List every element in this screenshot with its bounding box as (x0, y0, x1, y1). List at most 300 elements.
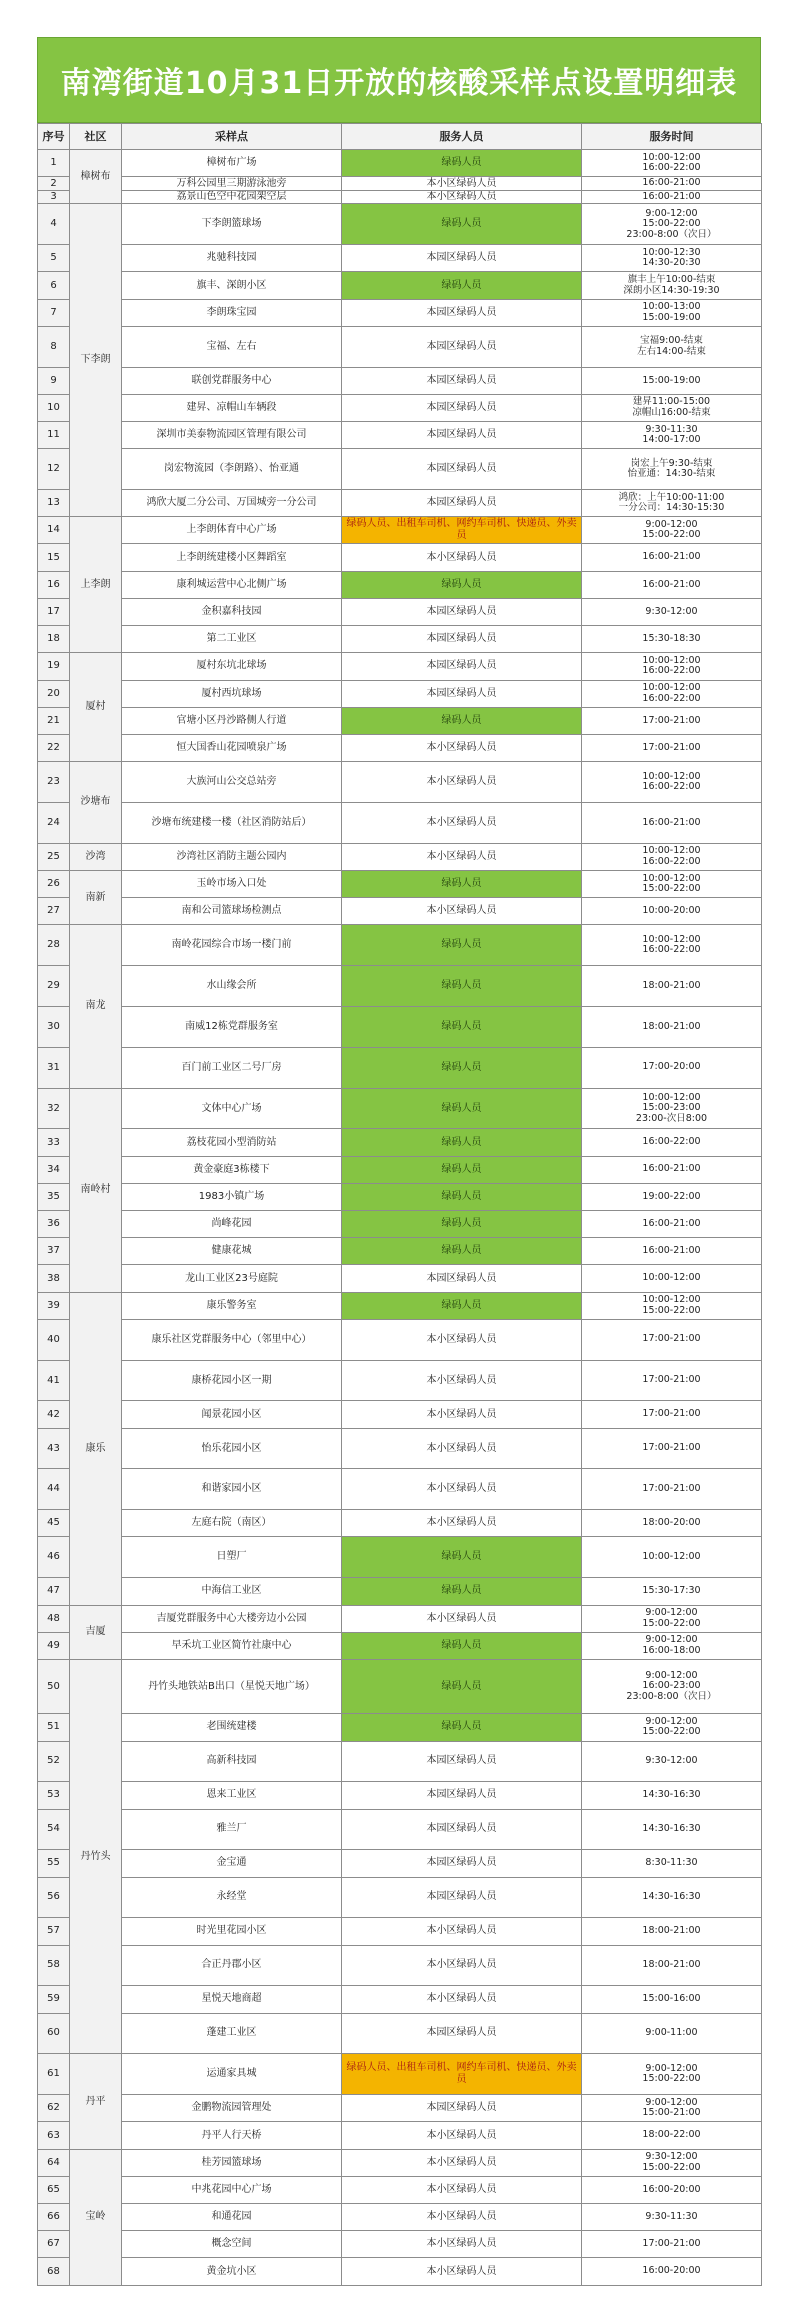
table-row (38, 422, 762, 449)
row-number: 6 (38, 272, 70, 299)
row-number: 32 (38, 1088, 70, 1129)
staff-cell: 本小区绿码人员 (342, 734, 582, 761)
site-cell: 荔景山色空中花园架空层 (122, 190, 342, 204)
time-cell: 16:00-20:00 (582, 2176, 762, 2203)
site-cell: 荔枝花园小型消防站 (122, 1129, 342, 1156)
site-cell: 鸿欣大厦二分公司、万国城旁一分公司 (122, 490, 342, 517)
staff-cell: 本园区绿码人员 (342, 1265, 582, 1292)
community-cell: 康乐 (70, 1292, 122, 1605)
time-cell: 10:00-12:00 15:00-22:00 (582, 1292, 762, 1319)
row-number: 22 (38, 734, 70, 761)
site-cell: 岗宏物流园（李朗路）、怡亚通 (122, 449, 342, 490)
row-number: 48 (38, 1605, 70, 1632)
site-cell: 蓬建工业区 (122, 2013, 342, 2054)
site-cell: 尚峰花园 (122, 1211, 342, 1238)
site-cell: 第二工业区 (122, 626, 342, 653)
time-cell: 10:00-12:00 16:00-22:00 (582, 843, 762, 870)
staff-cell: 本园区绿码人员 (342, 326, 582, 367)
table-row (38, 1850, 762, 1877)
row-number: 44 (38, 1469, 70, 1510)
table-row (38, 1741, 762, 1782)
staff-cell: 本园区绿码人员 (342, 598, 582, 625)
time-cell: 10:00-20:00 (582, 898, 762, 925)
time-cell: 16:00-21:00 (582, 1156, 762, 1183)
staff-cell: 绿码人员 (342, 1714, 582, 1741)
time-cell: 鸿欣：上午10:00-11:00 一分公司：14:30-15:30 (582, 490, 762, 517)
time-cell: 16:00-20:00 (582, 2258, 762, 2285)
time-cell: 10:00-12:00 15:00-23:00 23:00-次日8:00 (582, 1088, 762, 1129)
time-cell: 16:00-21:00 (582, 1211, 762, 1238)
table-row (38, 2176, 762, 2203)
time-cell: 18:00-21:00 (582, 1918, 762, 1945)
staff-cell: 本小区绿码人员 (342, 2204, 582, 2231)
staff-cell: 本小区绿码人员 (342, 1401, 582, 1428)
table-row (38, 1401, 762, 1428)
time-cell: 10:00-12:00 16:00-22:00 (582, 925, 762, 966)
site-cell: 上李朗统建楼小区舞蹈室 (122, 544, 342, 571)
table-row (38, 367, 762, 394)
time-cell: 16:00-21:00 (582, 802, 762, 843)
row-number: 40 (38, 1319, 70, 1360)
site-cell: 康乐社区党群服务中心（邻里中心） (122, 1319, 342, 1360)
time-cell: 16:00-21:00 (582, 190, 762, 204)
site-cell: 中兆花园中心广场 (122, 2176, 342, 2203)
header-time: 服务时间 (582, 124, 762, 150)
row-number: 62 (38, 2095, 70, 2122)
staff-cell: 绿码人员 (342, 1578, 582, 1605)
time-cell: 9:00-12:00 15:00-22:00 (582, 517, 762, 544)
table-row (38, 1047, 762, 1088)
table-row (38, 2258, 762, 2285)
time-cell: 19:00-22:00 (582, 1183, 762, 1210)
staff-cell: 本小区绿码人员 (342, 1319, 582, 1360)
staff-cell: 绿码人员 (342, 1659, 582, 1713)
time-cell: 17:00-21:00 (582, 1469, 762, 1510)
time-cell: 旗丰上午10:00-结束 深朗小区14:30-19:30 (582, 272, 762, 299)
site-cell: 沙塘布统建楼一楼（社区消防站后） (122, 802, 342, 843)
site-cell: 和谐家园小区 (122, 1469, 342, 1510)
row-number: 50 (38, 1659, 70, 1713)
community-cell: 上李朗 (70, 517, 122, 653)
staff-cell: 本园区绿码人员 (342, 1741, 582, 1782)
staff-cell: 本园区绿码人员 (342, 1850, 582, 1877)
staff-cell: 本园区绿码人员 (342, 245, 582, 272)
staff-cell: 绿码人员 (342, 1632, 582, 1659)
row-number: 13 (38, 490, 70, 517)
header-staff: 服务人员 (342, 124, 582, 150)
time-cell: 宝福9:00-结束 左右14:00-结束 (582, 326, 762, 367)
site-cell: 高新科技园 (122, 1741, 342, 1782)
staff-cell: 本园区绿码人员 (342, 490, 582, 517)
staff-cell: 本园区绿码人员 (342, 2013, 582, 2054)
site-cell: 樟树布广场 (122, 150, 342, 177)
staff-cell: 本小区绿码人员 (342, 2231, 582, 2258)
row-number: 1 (38, 150, 70, 177)
row-number: 16 (38, 571, 70, 598)
table-row (38, 1945, 762, 1986)
site-cell: 丹竹头地铁站B出口（星悦天地广场） (122, 1659, 342, 1713)
table-row (38, 2122, 762, 2149)
staff-cell: 绿码人员 (342, 1537, 582, 1578)
row-number: 54 (38, 1809, 70, 1850)
community-cell: 吉厦 (70, 1605, 122, 1659)
table-row (38, 734, 762, 761)
staff-cell: 本小区绿码人员 (342, 843, 582, 870)
table-row (38, 925, 762, 966)
time-cell: 16:00-22:00 (582, 1129, 762, 1156)
site-cell: 兆驰科技园 (122, 245, 342, 272)
table-row (38, 2013, 762, 2054)
staff-cell: 绿码人员 (342, 1006, 582, 1047)
row-number: 39 (38, 1292, 70, 1319)
site-cell: 时光里花园小区 (122, 1918, 342, 1945)
site-cell: 文体中心广场 (122, 1088, 342, 1129)
table-row (38, 1986, 762, 2013)
table-row (38, 2204, 762, 2231)
time-cell: 9:00-12:00 15:00-22:00 (582, 1714, 762, 1741)
table-row (38, 1605, 762, 1632)
row-number: 29 (38, 966, 70, 1007)
table-row (38, 1319, 762, 1360)
community-cell: 下李朗 (70, 204, 122, 517)
row-number: 5 (38, 245, 70, 272)
staff-cell: 绿码人员 (342, 204, 582, 245)
time-cell: 9:30-11:30 (582, 2204, 762, 2231)
row-number: 46 (38, 1537, 70, 1578)
staff-cell: 绿码人员 (342, 925, 582, 966)
time-cell: 9:30-12:00 15:00-22:00 (582, 2149, 762, 2176)
row-number: 42 (38, 1401, 70, 1428)
table-row (38, 1088, 762, 1129)
time-cell: 14:30-16:30 (582, 1877, 762, 1918)
time-cell: 16:00-21:00 (582, 177, 762, 191)
table-row (38, 762, 762, 803)
time-cell: 17:00-21:00 (582, 734, 762, 761)
table-row (38, 1265, 762, 1292)
time-cell: 9:00-12:00 16:00-18:00 (582, 1632, 762, 1659)
row-number: 24 (38, 802, 70, 843)
community-cell: 沙塘布 (70, 762, 122, 844)
time-cell: 9:30-11:30 14:00-17:00 (582, 422, 762, 449)
table-row (38, 1537, 762, 1578)
row-number: 28 (38, 925, 70, 966)
header-seq: 序号 (38, 124, 70, 150)
time-cell: 10:00-12:00 (582, 1265, 762, 1292)
site-cell: 星悦天地商超 (122, 1986, 342, 2013)
row-number: 61 (38, 2054, 70, 2095)
time-cell: 8:30-11:30 (582, 1850, 762, 1877)
table-row (38, 1183, 762, 1210)
community-cell: 南龙 (70, 925, 122, 1088)
table-row (38, 394, 762, 421)
staff-cell: 本园区绿码人员 (342, 1877, 582, 1918)
page-title: 南湾街道10月31日开放的核酸采样点设置明细表 (37, 37, 761, 123)
site-cell: 金鹏物流园管理处 (122, 2095, 342, 2122)
table-row (38, 2054, 762, 2095)
site-cell: 黄金豪庭3栋楼下 (122, 1156, 342, 1183)
site-cell: 水山缘会所 (122, 966, 342, 1007)
time-cell: 17:00-21:00 (582, 2231, 762, 2258)
site-cell: 早禾坑工业区简竹社康中心 (122, 1632, 342, 1659)
table-row (38, 150, 762, 177)
row-number: 20 (38, 680, 70, 707)
time-cell: 16:00-21:00 (582, 544, 762, 571)
staff-cell: 本园区绿码人员 (342, 2095, 582, 2122)
row-number: 26 (38, 870, 70, 897)
row-number: 43 (38, 1428, 70, 1469)
staff-cell: 本小区绿码人员 (342, 544, 582, 571)
table-row (38, 1292, 762, 1319)
row-number: 34 (38, 1156, 70, 1183)
time-cell: 10:00-12:00 16:00-22:00 (582, 150, 762, 177)
time-cell: 10:00-13:00 15:00-19:00 (582, 299, 762, 326)
site-cell: 健康花城 (122, 1238, 342, 1265)
staff-cell: 绿码人员 (342, 1088, 582, 1129)
table-row (38, 1578, 762, 1605)
site-cell: 南威12栋党群服务室 (122, 1006, 342, 1047)
time-cell: 17:00-21:00 (582, 1428, 762, 1469)
staff-cell: 本小区绿码人员 (342, 1510, 582, 1537)
site-cell: 黄金坑小区 (122, 2258, 342, 2285)
staff-cell: 本园区绿码人员 (342, 449, 582, 490)
staff-cell: 本小区绿码人员 (342, 802, 582, 843)
table-row (38, 1238, 762, 1265)
time-cell: 17:00-21:00 (582, 1401, 762, 1428)
table-row (38, 1809, 762, 1850)
sampling-sites-table (37, 123, 762, 2286)
table-row (38, 245, 762, 272)
time-cell: 18:00-20:00 (582, 1510, 762, 1537)
staff-cell: 本小区绿码人员 (342, 1469, 582, 1510)
time-cell: 9:00-12:00 15:00-21:00 (582, 2095, 762, 2122)
time-cell: 10:00-12:00 16:00-22:00 (582, 762, 762, 803)
site-cell: 怡乐花园小区 (122, 1428, 342, 1469)
staff-cell: 本园区绿码人员 (342, 653, 582, 680)
table-row (38, 490, 762, 517)
row-number: 36 (38, 1211, 70, 1238)
table-row (38, 898, 762, 925)
site-cell: 上李朗体育中心广场 (122, 517, 342, 544)
staff-cell: 绿码人员 (342, 966, 582, 1007)
site-cell: 大族河山公交总站旁 (122, 762, 342, 803)
staff-cell: 绿码人员 (342, 150, 582, 177)
row-number: 52 (38, 1741, 70, 1782)
staff-cell: 本园区绿码人员 (342, 367, 582, 394)
table-row (38, 1211, 762, 1238)
row-number: 38 (38, 1265, 70, 1292)
table-row (38, 190, 762, 204)
staff-cell: 本小区绿码人员 (342, 1986, 582, 2013)
time-cell: 14:30-16:30 (582, 1782, 762, 1809)
table-row (38, 326, 762, 367)
time-cell: 15:00-19:00 (582, 367, 762, 394)
row-number: 30 (38, 1006, 70, 1047)
site-cell: 康利城运营中心北侧广场 (122, 571, 342, 598)
table-row (38, 653, 762, 680)
row-number: 53 (38, 1782, 70, 1809)
table-row (38, 1714, 762, 1741)
staff-cell: 本园区绿码人员 (342, 1782, 582, 1809)
staff-cell: 绿码人员、出租车司机、网约车司机、快递员、外卖员 (342, 2054, 582, 2095)
site-cell: 官塘小区丹沙路侧人行道 (122, 707, 342, 734)
community-cell: 樟树布 (70, 150, 122, 204)
row-number: 25 (38, 843, 70, 870)
table-row (38, 870, 762, 897)
row-number: 47 (38, 1578, 70, 1605)
site-cell: 金宝通 (122, 1850, 342, 1877)
row-number: 8 (38, 326, 70, 367)
time-cell: 10:00-12:00 16:00-22:00 (582, 680, 762, 707)
staff-cell: 绿码人员 (342, 571, 582, 598)
table-row (38, 204, 762, 245)
row-number: 23 (38, 762, 70, 803)
table-row (38, 2231, 762, 2258)
table-row (38, 966, 762, 1007)
table-row (38, 1918, 762, 1945)
site-cell: 雅兰厂 (122, 1809, 342, 1850)
site-cell: 李朗珠宝园 (122, 299, 342, 326)
staff-cell: 本园区绿码人员 (342, 394, 582, 421)
time-cell: 10:00-12:30 14:30-20:30 (582, 245, 762, 272)
site-cell: 和通花园 (122, 2204, 342, 2231)
community-cell: 丹竹头 (70, 1659, 122, 2053)
row-number: 56 (38, 1877, 70, 1918)
site-cell: 下李朗篮球场 (122, 204, 342, 245)
row-number: 15 (38, 544, 70, 571)
page (37, 37, 761, 2286)
community-cell: 南新 (70, 870, 122, 924)
site-cell: 老围统建楼 (122, 1714, 342, 1741)
site-cell: 永经堂 (122, 1877, 342, 1918)
table-row (38, 1006, 762, 1047)
site-cell: 概念空间 (122, 2231, 342, 2258)
community-cell: 宝岭 (70, 2149, 122, 2285)
staff-cell: 绿码人员 (342, 1047, 582, 1088)
site-cell: 闻景花园小区 (122, 1401, 342, 1428)
table-header-row (38, 124, 762, 150)
row-number: 55 (38, 1850, 70, 1877)
time-cell: 9:00-11:00 (582, 2013, 762, 2054)
time-cell: 10:00-12:00 16:00-22:00 (582, 653, 762, 680)
staff-cell: 本园区绿码人员 (342, 680, 582, 707)
site-cell: 丹平人行天桥 (122, 2122, 342, 2149)
staff-cell: 本小区绿码人员 (342, 1360, 582, 1401)
table-row (38, 1428, 762, 1469)
row-number: 64 (38, 2149, 70, 2176)
staff-cell: 本小区绿码人员 (342, 2122, 582, 2149)
site-cell: 吉厦党群服务中心大楼旁边小公园 (122, 1605, 342, 1632)
row-number: 27 (38, 898, 70, 925)
time-cell: 岗宏上午9:30-结束 怡亚通：14:30-结束 (582, 449, 762, 490)
staff-cell: 绿码人员 (342, 870, 582, 897)
community-cell: 沙湾 (70, 843, 122, 870)
site-cell: 南和公司篮球场检测点 (122, 898, 342, 925)
time-cell: 15:00-16:00 (582, 1986, 762, 2013)
row-number: 45 (38, 1510, 70, 1537)
row-number: 63 (38, 2122, 70, 2149)
row-number: 10 (38, 394, 70, 421)
site-cell: 恒大国香山花园喷泉广场 (122, 734, 342, 761)
staff-cell: 绿码人员 (342, 1129, 582, 1156)
site-cell: 左庭右院（南区） (122, 1510, 342, 1537)
header-community: 社区 (70, 124, 122, 150)
community-cell: 厦村 (70, 653, 122, 762)
table-row (38, 177, 762, 191)
table-row (38, 2095, 762, 2122)
row-number: 33 (38, 1129, 70, 1156)
table-row (38, 1782, 762, 1809)
row-number: 65 (38, 2176, 70, 2203)
site-cell: 厦村东坑北球场 (122, 653, 342, 680)
row-number: 57 (38, 1918, 70, 1945)
site-cell: 联创党群服务中心 (122, 367, 342, 394)
table-row (38, 272, 762, 299)
table-row (38, 1469, 762, 1510)
table-row (38, 1156, 762, 1183)
row-number: 11 (38, 422, 70, 449)
row-number: 37 (38, 1238, 70, 1265)
staff-cell: 本园区绿码人员 (342, 626, 582, 653)
time-cell: 9:00-12:00 16:00-23:00 23:00-8:00（次日） (582, 1659, 762, 1713)
time-cell: 16:00-21:00 (582, 1238, 762, 1265)
table-row (38, 544, 762, 571)
time-cell: 9:30-12:00 (582, 598, 762, 625)
time-cell: 18:00-22:00 (582, 2122, 762, 2149)
row-number: 9 (38, 367, 70, 394)
row-number: 66 (38, 2204, 70, 2231)
row-number: 68 (38, 2258, 70, 2285)
staff-cell: 绿码人员 (342, 1292, 582, 1319)
staff-cell: 本小区绿码人员 (342, 2176, 582, 2203)
table-row (38, 1360, 762, 1401)
site-cell: 桂芳园篮球场 (122, 2149, 342, 2176)
time-cell: 17:00-21:00 (582, 1319, 762, 1360)
site-cell: 厦村西坑球场 (122, 680, 342, 707)
header-site: 采样点 (122, 124, 342, 150)
site-cell: 宝福、左右 (122, 326, 342, 367)
site-cell: 康桥花园小区一期 (122, 1360, 342, 1401)
staff-cell: 本小区绿码人员 (342, 2258, 582, 2285)
site-cell: 南岭花园综合市场一楼门前 (122, 925, 342, 966)
community-cell: 丹平 (70, 2054, 122, 2149)
table-row (38, 598, 762, 625)
time-cell: 建昇11:00-15:00 凉帽山16:00-结束 (582, 394, 762, 421)
row-number: 41 (38, 1360, 70, 1401)
row-number: 17 (38, 598, 70, 625)
time-cell: 15:30-17:30 (582, 1578, 762, 1605)
staff-cell: 本小区绿码人员 (342, 1945, 582, 1986)
row-number: 58 (38, 1945, 70, 1986)
site-cell: 金积嘉科技园 (122, 598, 342, 625)
time-cell: 9:00-12:00 15:00-22:00 23:00-8:00（次日） (582, 204, 762, 245)
time-cell: 9:30-12:00 (582, 1741, 762, 1782)
row-number: 67 (38, 2231, 70, 2258)
row-number: 2 (38, 177, 70, 191)
site-cell: 玉岭市场入口处 (122, 870, 342, 897)
table-row (38, 802, 762, 843)
staff-cell: 本园区绿码人员 (342, 422, 582, 449)
row-number: 31 (38, 1047, 70, 1088)
time-cell: 17:00-20:00 (582, 1047, 762, 1088)
staff-cell: 本园区绿码人员 (342, 1809, 582, 1850)
site-cell: 深圳市美泰物流园区管理有限公司 (122, 422, 342, 449)
site-cell: 万科公园里三期游泳池旁 (122, 177, 342, 191)
community-cell: 南岭村 (70, 1088, 122, 1292)
table-row (38, 626, 762, 653)
table-row (38, 680, 762, 707)
table-row (38, 1632, 762, 1659)
staff-cell: 绿码人员 (342, 1238, 582, 1265)
